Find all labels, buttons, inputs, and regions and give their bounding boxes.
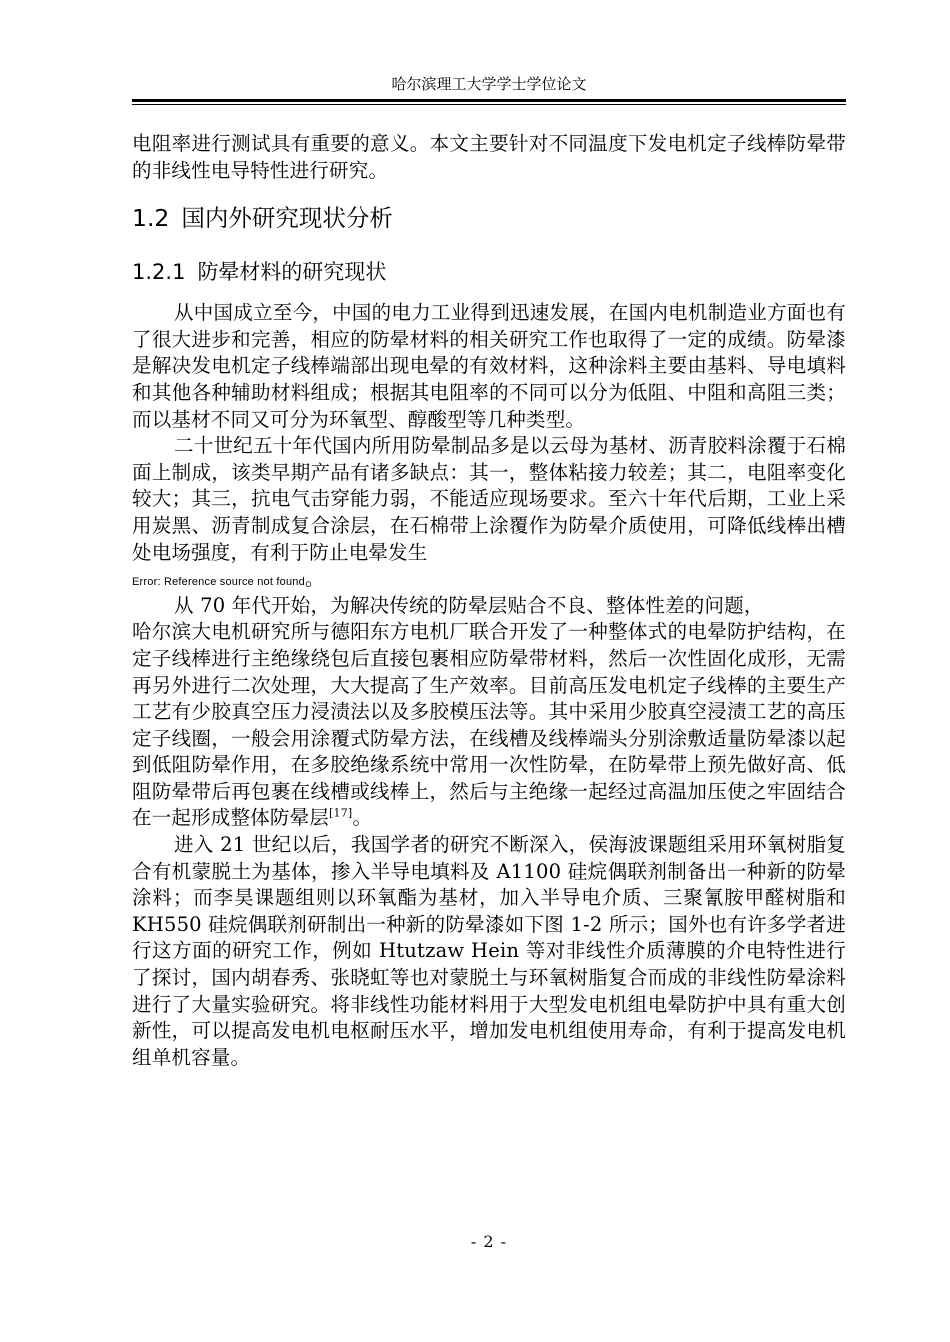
paragraph-3-text: 哈尔滨大电机研究所与德阳东方电机厂联合开发了一种整体式的电晕防护结构，在定子线棒进行主绝缘绕包后直接包裹相应防晕带材料，然后一次性固化成形，无需再另外进行二次处理，大大提高了生产效率。目前高压发电机定子线棒的主要生产工艺有少胶真空压力浸渍法以及多胶模压法等。其中采用少胶真空浸渍工艺的高压定子线圈，一般会用涂覆式防晕方法，在线槽及线棒端头分别涂敷适量防晕漆以起到低阻防晕作用，在多胶绝缘系统中常用一次性防晕，在防晕带上预先做好高、低阻防晕带后再包裹在线槽或线棒上，然后与主绝缘一起经过高温加压使之牢固结合在一起形成整体防晕层	[132, 620, 846, 830]
subsection-body	[132, 300, 846, 1071]
section-heading-1-2	[132, 201, 846, 235]
page-body	[132, 131, 846, 1071]
header-rule-thick	[132, 99, 846, 102]
paragraph-3-first-line: 从 70 年代开始，为解决传统的防晕层贴合不良、整体性差的问题，	[174, 593, 764, 617]
reference-error-text: Error: Reference source not found	[132, 576, 305, 589]
subsection-number: 1.2.1	[132, 260, 186, 285]
section-number: 1.2	[132, 204, 170, 233]
paragraph-2-end: 。	[304, 567, 325, 591]
paragraph-2	[132, 433, 846, 593]
intro-paragraph-tail: 电阻率进行测试具有重要的意义。本文主要针对不同温度下发电机定子线棒防晕带的非线性电导特性进行研究。	[132, 132, 846, 182]
paragraph-3	[132, 593, 846, 832]
running-header: 哈尔滨理工大学学士学位论文	[391, 75, 587, 93]
subsection-title: 防晕材料的研究现状	[197, 260, 387, 285]
page-number: - 2 -	[470, 1232, 508, 1251]
section-title: 国内外研究现状分析	[181, 204, 393, 233]
paragraph-1: 从中国成立至今，中国的电力工业得到迅速发展，在国内电机制造业方面也有了很大进步和完善，相应的防晕材料的相关研究工作也取得了一定的成绩。防晕漆是解决发电机定子线棒端部出现电晕的有效材料，这种涂料主要由基料、导电填料和其他各种辅助材料组成；根据其电阻率的不同可以分为低阻、中阻和高阻三类；而以基材不同又可分为环氧型、醇酸型等几种类型。	[132, 301, 846, 431]
paragraph-3-end: 。	[352, 806, 373, 830]
paragraph-2-text: 二十世纪五十年代国内所用防晕制品多是以云母为基材、沥青胶料涂覆于石棉面上制成，该类早期产品有诸多缺点：其一，整体粘接力较差；其二，电阻率变化较大；其三，抗电气击穿能力弱，不能适应现场要求。至六十年代后期，工业上采用炭黑、沥青制成复合涂层，在石棉带上涂覆作为防晕介质使用，可降低线棒出槽处电场强度，有利于防止电晕发生	[132, 434, 846, 564]
citation-17: [17]	[329, 806, 353, 820]
header-rule-thin	[132, 104, 846, 105]
paragraph-4: 进入 21 世纪以后，我国学者的研究不断深入，侯海波课题组采用环氧树脂复合有机蒙脱土为基体，掺入半导电填料及 A1100 硅烷偶联剂制备出一种新的防晕涂料；而李昊课题组则以环氧酯为基材，加入半导电介质、三聚氰胺甲醛树脂和 KH550 硅烷偶联剂研制出一种新的防晕漆如下图 1-2 所示；国外也有许多学者进行这方面的研究工作，例如 Htutzaw Hein 等对非线性介质薄膜的介电特性进行了探讨，国内胡春秀、张晓虹等也对蒙脱土与环氧树脂复合而成的非线性防晕涂料进行了大量实验研究。将非线性功能材料用于大型发电机组电晕防护中具有重大创新性，可以提高发电机电枢耐压水平，增加发电机组使用寿命，有利于提高发电机组单机容量。	[132, 833, 846, 1069]
subsection-heading-1-2-1	[132, 256, 846, 288]
